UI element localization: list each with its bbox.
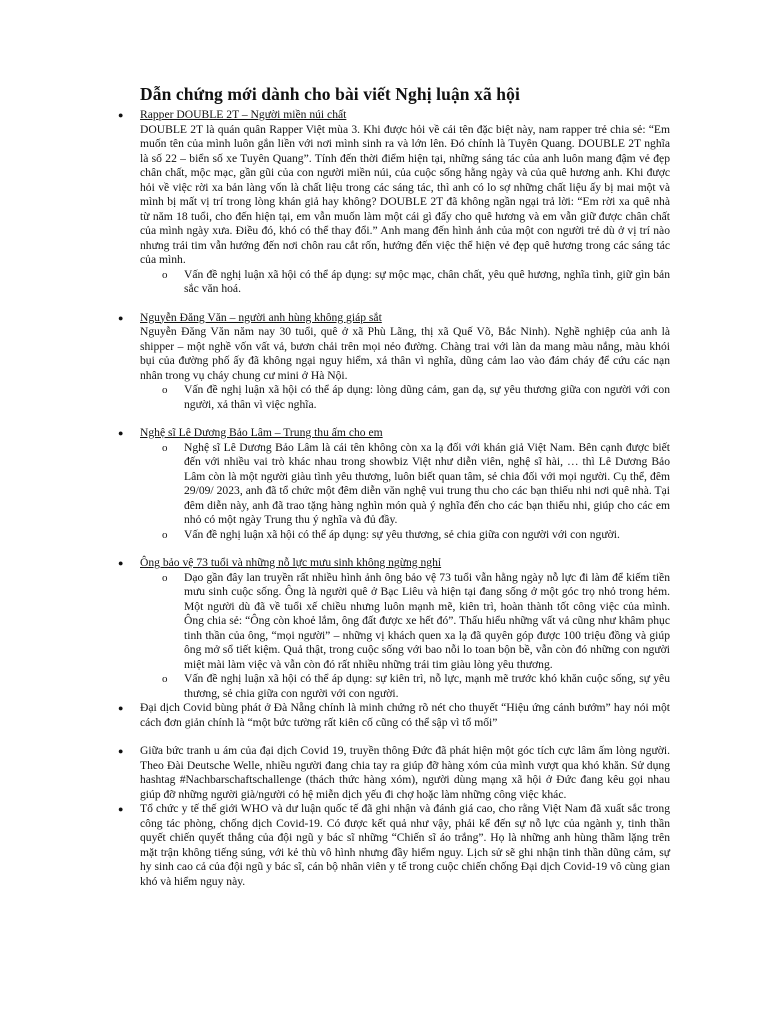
sub-item (162, 527, 670, 543)
list-item (118, 556, 670, 701)
item-heading: Ông bảo vệ 73 tuổi và những nỗ lực mưu sinh không ngừng nghỉ (140, 556, 442, 569)
sub-item (162, 383, 670, 412)
sub-item-text: Dạo gần đây lan truyền rất nhiều hình ảnh ông bảo vệ 73 tuổi vẫn hằng ngày nỗ lực đi làm để kiếm tiền mưu sinh cuộc sống. Ông là người quê ở Bạc Liêu và hiện tại đang sống ở một góc trọ nhỏ trong hẻm. Một người dù đã về tuổi xế chiều nhưng luôn mạnh mẽ, kiên trì, hoàn thành tốt công việc của mình. Ông chia sẻ: “Ông còn khoẻ lắm, ông đất được xe hết đó”. Thấu hiểu những vất vả cũng như khâm phục tinh thần của ông, “mọi người” – những vị khách quen xa lạ đã quyên góp được 100 triệu đồng và giúp ông mở sổ tiết kiệm. Quả thật, trong cuộc sống với bao nỗi lo toan bộn bề, vẫn còn đó những con người miệt mài làm việc và vẫn còn đó rất nhiều những trái tim giàu lòng yêu thương. (184, 570, 670, 671)
sub-item-text: Nghệ sĩ Lê Dương Bảo Lâm là cái tên không còn xa lạ đối với khán giả Việt Nam. Bên cạnh được biết đến với nhiều vai trò khác nhau trong showbiz Việt như diễn viên, nghệ sĩ hài, … thì Lê Dương Bảo Lâm còn là một người giàu tình yêu thương, luôn biết quan tâm, sẻ chia đối với mọi người. Cụ thể, đêm 29/09/ 2023, anh đã tổ chức một đêm diễn văn nghệ vui trung thu cho các bạn thiếu nhi nơi quê nhà. Tại đêm diễn này, anh đã trao tặng hàng nghìn món quà ý nghĩa đến cho các bạn thiếu nhi, giúp cho các em nhỏ có một ngày Trung thu ý nghĩa và đủ đầy. (184, 440, 670, 526)
sub-item (162, 267, 670, 297)
sub-item (162, 570, 670, 673)
item-body: Nguyễn Đăng Văn năm nay 30 tuổi, quê ở xã Phù Lãng, thị xã Quế Võ, Bắc Ninh). Nghề nghiệp của anh là shipper – một nghề vốn vất vả, bươn chải trên mọi nẻo đường. Chàng trai với làn da mang màu nắng, màu khói bụi của đường phố ấy đã không ngại nguy hiểm, xả thân vì nghĩa, dũng cảm lao vào đám cháy để cứu các nạn nhân trong vụ cháy chung cư mini ở Hà Nội. (140, 325, 670, 382)
list-item (118, 426, 670, 542)
bullet-icon: ● (118, 312, 124, 323)
circle-bullet-icon: o (162, 384, 168, 396)
circle-bullet-icon: o (162, 673, 168, 685)
list-item (118, 744, 670, 802)
sub-item-text: Vấn đề nghị luận xã hội có thể áp dụng: lòng dũng cảm, gan dạ, sự yêu thương giữa con người với con người, xả thân vì việc nghĩa. (184, 383, 670, 411)
list-item (118, 802, 670, 889)
circle-bullet-icon: o (162, 441, 168, 454)
item-body: DOUBLE 2T là quán quân Rapper Việt mùa 3. Khi được hỏi về cái tên đặc biệt này, nam rapper trẻ chia sẻ: “Em muốn tên của mình luôn gắn liền với nơi mình sinh ra và lớn lên. Đó chính là Tuyên Quang. DOUBLE 2T nghĩa là số 22 – biển số xe Tuyên Quang”. Tính đến thời điểm hiện tại, những sáng tác của anh luôn mang đậm vẻ đẹp chân chất, mộc mạc, gần gũi của con người miền núi, của cuộc sống hằng ngày và của quê hương anh. Khi được hỏi về việc rời xa bản làng vốn là chất liệu trong các sáng tác, thì anh có lo sợ những chất liệu ấy bị mai một và mình bị mất vị trí trong lòng khán giả hay không? DOUBLE 2T đã không ngần ngại trả lời: “Em rời xa quê nhà từ năm 18 tuổi, cho đến hiện tại, em vẫn muốn làm một cái gì đấy cho quê hương và em vẫn giữ được chân chất của mình ngày xưa. Điều đó, khó có thể thay đổi.” Anh mang đến hình ảnh của một con người trẻ dù ở vị trí nào nhưng trái tim vẫn hướng đến nơi chôn rau cắt rốn, hướng đến việc thể hiện vẻ đẹp quê hương trong các sáng tác của mình. (140, 122, 670, 266)
circle-bullet-icon: o (162, 571, 168, 584)
item-heading: Rapper DOUBLE 2T – Người miền núi chất (140, 108, 347, 121)
list-item (118, 701, 670, 730)
item-heading: Nghệ sĩ Lê Dương Bảo Lâm – Trung thu ấm cho em (140, 426, 383, 439)
item-heading: Nguyễn Đăng Văn – người anh hùng không giáp sắt (140, 310, 382, 324)
bullet-icon: ● (118, 428, 124, 438)
sub-item-text: Vấn đề nghị luận xã hội có thể áp dụng: sự kiên trì, nỗ lực, mạnh mẽ trước khó khăn cuộc sống, sự yêu thương, sẻ chia giữa con người với con người. (184, 672, 670, 700)
list-item (118, 108, 670, 297)
sub-item-text: Vấn đề nghị luận xã hội có thể áp dụng: sự yêu thương, sẻ chia giữa con người với con người. (184, 527, 620, 541)
bullet-icon: ● (118, 558, 124, 568)
item-body: Đại dịch Covid bùng phát ở Đà Nẵng chính là minh chứng rõ nét cho thuyết “Hiệu ứng cánh bướm” hay nói một cách đơn giản chính là “một bức tường rất kiên cố cũng có thể sập vì tổ mối” (140, 701, 670, 729)
document-content (118, 108, 670, 889)
sub-item (162, 672, 670, 701)
list-item (118, 310, 670, 413)
circle-bullet-icon: o (162, 268, 168, 281)
item-body: Tổ chức y tế thế giới WHO và dư luận quốc tế đã ghi nhận và đánh giá cao, cho rằng Việt Nam đã xuất sắc trong công tác phòng, chống dịch Covid-19. Có được kết quả như vậy, phải kể đến sự nỗ lực của ngành y, tinh thần quyết chiến quyết thắng của đội ngũ y bác sĩ những “Chiến sĩ áo trắng”. Họ là những anh hùng thầm lặng trên mặt trận không tiếng súng, với kẻ thù vô hình nhưng đầy hiểm nguy. Lịch sử sẽ ghi nhận tinh thần dũng cảm, sự hy sinh cao cả của đội ngũ y bác sĩ, cán bộ nhân viên y tế trong cuộc chiến chống Đại dịch Covid-19 vô cùng gian khó và hiểm nguy này. (140, 802, 670, 888)
sub-item (162, 440, 670, 528)
document-title: Dẫn chứng mới dành cho bài viết Nghị luận xã hội (140, 84, 520, 104)
circle-bullet-icon: o (162, 528, 168, 541)
bullet-icon: ● (118, 746, 124, 756)
item-body: Giữa bức tranh u ám của đại dịch Covid 19, truyền thông Đức đã phát hiện một góc tích cực lâm ấm lòng người. Theo Đài Deutsche Welle, nhiều người đang chia tay ra giúp đỡ hàng xóm của mình vượt qua khó khăn. Sử dụng hashtag #Nachbarschaftschallenge (thách thức hàng xóm), người dùng mạng xã hội ở Đức đang kêu gọi nhau giúp đỡ những người già/người có hệ miễn dịch yếu đi chợ hoặc làm những công việc khác. (140, 744, 670, 801)
bullet-icon: ● (118, 110, 124, 120)
sub-item-text: Vấn đề nghị luận xã hội có thể áp dụng: sự mộc mạc, chân chất, yêu quê hương, nghĩa tình, giữ gìn bản sắc văn hoá. (184, 267, 670, 295)
bullet-icon: ● (118, 804, 124, 814)
bullet-icon: ● (118, 703, 124, 713)
